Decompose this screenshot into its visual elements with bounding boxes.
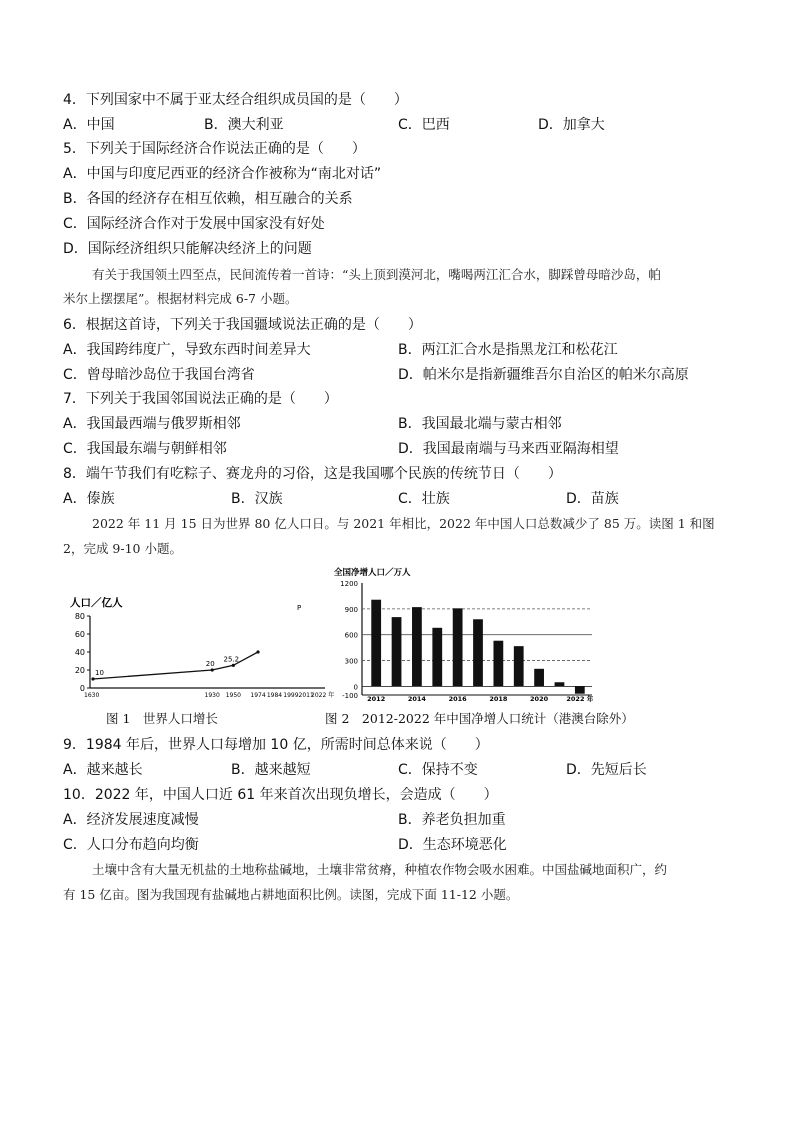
- chart2-x-tick-label: 2018: [489, 695, 508, 703]
- q8-option-a: A．傣族: [63, 491, 115, 507]
- chart2-x-tick-label: 2012: [367, 695, 386, 703]
- q5-option-b: B．各国的经济存在相互依赖，相互融合的关系: [63, 191, 353, 207]
- q7-option-a: A．我国最西端与俄罗斯相邻: [63, 416, 241, 432]
- q10-option-d: D．生态环境恶化: [398, 837, 507, 853]
- q4-option-b: B．澳大利亚: [204, 117, 284, 133]
- chart1-data-point: [91, 677, 94, 680]
- chart2-bar: [493, 641, 503, 687]
- chart2-y-tick-label: 0: [353, 683, 358, 692]
- china-net-increase-chart: [330, 565, 605, 703]
- chart2-bar: [473, 619, 483, 686]
- chart1-y-axis-title: 人口／亿人: [70, 597, 123, 609]
- q5-option-c: C．国际经济合作对于发展中国家没有好处: [63, 216, 325, 232]
- chart1-x-tick-label: 1930: [204, 692, 220, 699]
- material-2-line-2: 2，完成 9-10 小题。: [63, 541, 182, 556]
- chart1-point-label: 20: [205, 660, 215, 668]
- chart1-corner-text: P: [297, 604, 302, 612]
- chart1-y-tick-label: 60: [74, 630, 85, 639]
- q7-option-c: C．我国最东端与朝鲜相邻: [63, 441, 227, 457]
- chart1-x-tick-label: 1950: [225, 692, 241, 699]
- q9-option-b: B．越来越短: [231, 762, 311, 778]
- q5-stem: 5．下列关于国际经济合作说法正确的是（ ）: [63, 141, 366, 157]
- q10-option-c: C．人口分布趋向均衡: [63, 837, 199, 853]
- chart2-y-axis-title: 全国净增人口／万人: [334, 568, 411, 578]
- world-population-chart: [60, 588, 335, 703]
- q8-option-c: C．壮族: [398, 491, 450, 507]
- q9-stem: 9．1984 年后，世界人口每增加 10 亿，所需时间总体来说（ ）: [63, 737, 489, 753]
- q6-stem: 6．根据这首诗，下列关于我国疆域说法正确的是（ ）: [63, 317, 422, 333]
- chart1-x-tick-label: 2022 年: [311, 692, 335, 699]
- material-3-line-1: 土壤中含有大量无机盐的土地称盐碱地，土壤非常贫瘠，种植农作物会吸水困难。中国盐碱地面积广，约: [92, 862, 668, 877]
- chart1-x-tick-label: 1984: [266, 692, 283, 699]
- q6-option-a: A．我国跨纬度广，导致东西时间差异大: [63, 342, 311, 358]
- material-3-line-2: 有 15 亿亩。图为我国现有盐碱地占耕地面积比例。读图，完成下面 11-12 小题。: [63, 887, 519, 902]
- chart1-y-tick-label: 20: [74, 666, 85, 675]
- q8-option-d: D．苗族: [566, 491, 619, 507]
- chart1-y-tick-label: 80: [74, 612, 85, 621]
- chart1-x-tick-label: 2011: [298, 692, 314, 699]
- material-1-line-1: 有关于我国领土四至点，民间流传着一首诗：“头上顶到漠河北，嘴喝两江汇合水，脚踩曾母暗沙岛，帕: [92, 267, 661, 282]
- q9-option-c: C．保持不变: [398, 762, 478, 778]
- chart2-y-tick-label: 600: [344, 631, 358, 640]
- chart2-bar: [534, 669, 544, 687]
- chart2-y-tick-label: -100: [342, 692, 358, 700]
- chart2-bar: [412, 607, 422, 686]
- chart1-x-tick-label: 1999: [283, 692, 299, 699]
- q7-stem: 7．下列关于我国邻国说法正确的是（ ）: [63, 391, 338, 407]
- q6-option-d: D．帕米尔是指新疆维吾尔自治区的帕米尔高原: [398, 367, 689, 383]
- chart1-data-point: [256, 650, 259, 653]
- q5-option-d: D．国际经济组织只能解决经济上的问题: [63, 241, 312, 257]
- chart2-bar: [575, 686, 585, 693]
- q10-option-b: B．养老负担加重: [398, 812, 506, 828]
- chart2-bar: [371, 600, 381, 687]
- chart2-bar: [514, 646, 524, 686]
- chart1-x-tick-label: 1630: [84, 692, 100, 699]
- q9-option-a: A．越来越长: [63, 762, 143, 778]
- chart2-bar: [453, 608, 463, 686]
- chart2-x-tick-label: 2020: [530, 695, 549, 703]
- material-2-line-1: 2022 年 11 月 15 日为世界 80 亿人口日。与 2021 年相比，2022 年中国人口总数减少了 85 万。读图 1 和图: [92, 516, 715, 531]
- q4-option-a: A．中国: [63, 117, 115, 133]
- chart2-y-tick-label: 900: [344, 605, 358, 614]
- q6-option-b: B．两江汇合水是指黑龙江和松花江: [398, 342, 618, 358]
- chart2-x-tick-label: 2016: [448, 695, 467, 703]
- chart1-y-tick-label: 40: [74, 648, 85, 657]
- chart1-data-point: [232, 664, 235, 667]
- chart1-y-tick-label: 0: [79, 684, 85, 693]
- q4-option-c: C．巴西: [398, 117, 450, 133]
- chart2-y-tick-label: 300: [344, 657, 358, 666]
- q9-option-d: D．先短后长: [566, 762, 647, 778]
- q4-stem: 4．下列国家中不属于亚太经合组织成员国的是（ ）: [63, 92, 408, 108]
- chart2-x-tick-label: 2022 年: [566, 695, 594, 703]
- chart1-data-point: [211, 668, 214, 671]
- figure-1-caption: 图 1 世界人口增长: [106, 711, 218, 726]
- q10-option-a: A．经济发展速度减慢: [63, 812, 199, 828]
- chart1-x-tick-label: 1974: [250, 692, 266, 699]
- chart2-y-tick-label: 1200: [340, 580, 358, 588]
- q6-option-c: C．曾母暗沙岛位于我国台湾省: [63, 367, 255, 383]
- figure-2-caption: 图 2 2012-2022 年中国净增人口统计（港澳台除外）: [325, 711, 634, 726]
- q7-option-d: D．我国最南端与马来西亚隔海相望: [398, 441, 619, 457]
- chart1-point-label: 25.2: [223, 655, 240, 664]
- q4-option-d: D．加拿大: [538, 117, 605, 133]
- chart2-bar: [432, 628, 442, 687]
- q8-stem: 8．端午节我们有吃粽子、赛龙舟的习俗，这是我国哪个民族的传统节日（ ）: [63, 466, 562, 482]
- chart2-bar: [392, 617, 402, 686]
- chart2-x-tick-label: 2014: [407, 695, 426, 703]
- chart1-point-label: 10: [95, 669, 104, 677]
- chart2-bar: [555, 682, 565, 686]
- q8-option-b: B．汉族: [231, 491, 283, 507]
- q10-stem: 10．2022 年，中国人口近 61 年来首次出现负增长，会造成（ ）: [63, 787, 498, 803]
- q7-option-b: B．我国最北端与蒙古相邻: [398, 416, 562, 432]
- q5-option-a: A．中国与印度尼西亚的经济合作被称为“南北对话”: [63, 166, 382, 182]
- material-1-line-2: 米尔上摆摆尾”。根据材料完成 6-7 小题。: [63, 291, 298, 306]
